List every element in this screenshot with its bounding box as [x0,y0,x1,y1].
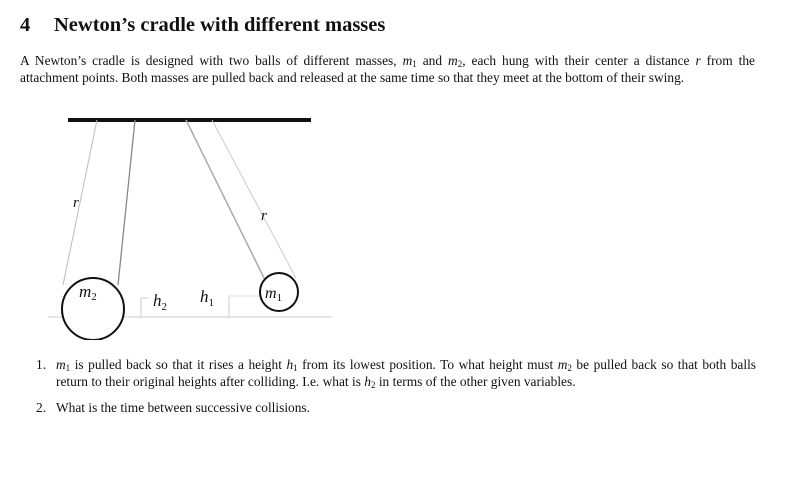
section-heading [20,14,385,37]
intro-m1: m [402,53,413,68]
ball-m2 [62,278,124,340]
intro-r: r [695,53,701,68]
label-m1: m1 [265,285,283,304]
question-list [36,356,756,425]
intro-text-2: , each hung with their center a distance [462,53,696,68]
section-title: Newton’s cradle with different masses [54,14,386,36]
string-m1-inner [186,120,265,280]
question-text: $m_1$ is pulled back so that it rises a height $h_1$ from its lowest position. To what height must $m_2$ be pulled back so that both balls return to their original heights after colliding. I.e. what is $h_2$ in terms of the other given variables. [56,357,757,390]
string-m2-inner [118,120,135,285]
label-r-right: r [261,208,267,224]
section-number: 4 [20,14,31,36]
label-r-left: r [73,195,79,211]
intro-paragraph: A Newton’s cradle is designed with two balls of different masses, $m_1$ and $m_2$, each hung with their center a distance r from the attachment points. Both masses are pulled back and released at the same time so that they meet at the bottom of their swing. [20,53,755,85]
cradle-figure [0,110,789,340]
question-text: What is the time between successive collisions. [56,400,310,415]
question-number: 1. [36,357,47,372]
intro-m2: m [448,53,458,68]
intro-text-3: from the attachment points. Both masses are pulled back and released at the same time so that they meet at the bottom of their swing. [20,53,755,85]
cradle-diagram [0,110,789,340]
question-item [36,356,756,390]
question-number: 2. [36,400,47,415]
label-h1: $h_1$ [200,287,214,309]
label-h2: $h_2$ [153,291,167,313]
label-m2: m2 [79,282,97,303]
intro-text-1: A Newton’s cradle is designed with two balls of different masses, [20,53,403,68]
question-item [36,399,756,416]
string-m2-outer [63,120,97,285]
intro-text-and: and [416,53,449,68]
